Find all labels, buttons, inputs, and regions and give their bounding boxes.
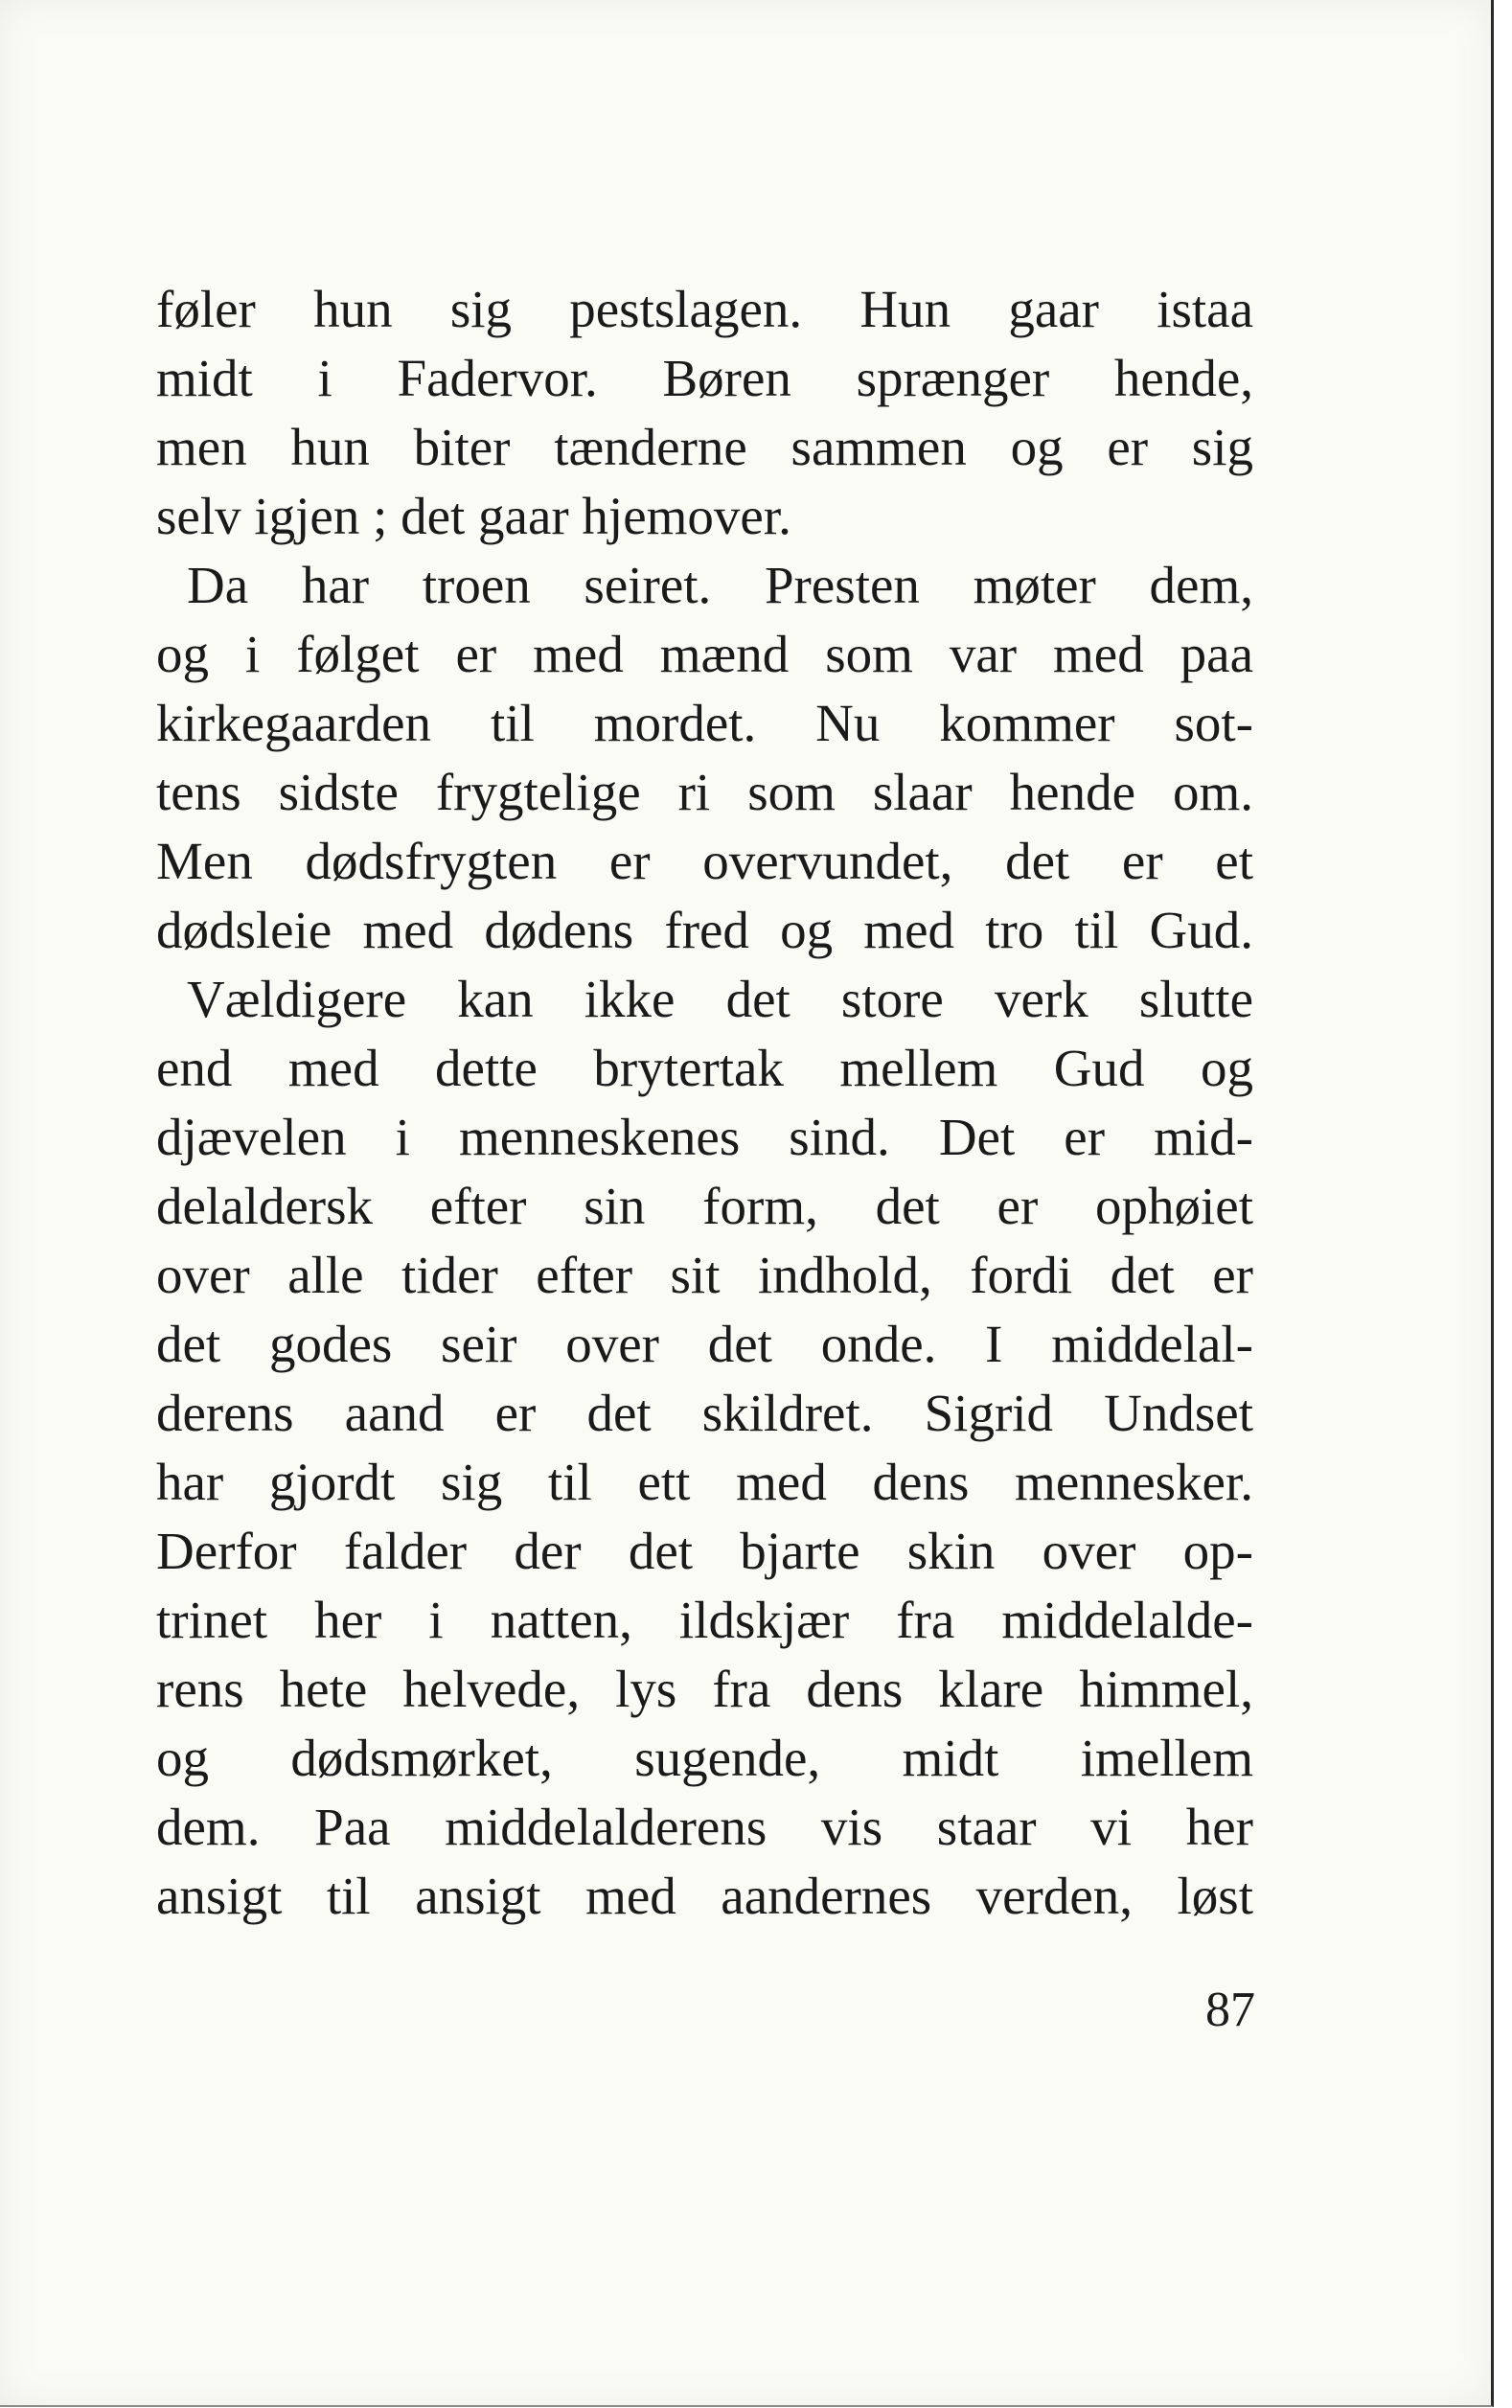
text-line: tens sidste frygtelige ri som slaar hende om. [156, 763, 1253, 821]
text-line: Men dødsfrygten er overvundet, det er et [156, 832, 1253, 890]
text-line: Vældigere kan ikke det store verk slutte [187, 970, 1253, 1028]
text-line: dødsleie med dødens fred og med tro til Gud. [156, 901, 1253, 959]
text-line: Derfor falder der det bjarte skin over op- [156, 1522, 1253, 1580]
text-line: og dødsmørket, sugende, midt imellem [156, 1729, 1253, 1787]
page-number: 87 [1205, 1983, 1255, 2037]
text-line: trinet her i natten, ildskjær fra middelalde- [156, 1591, 1253, 1649]
text-line: over alle tider efter sit indhold, fordi det er [156, 1246, 1253, 1304]
text-line: men hun biter tænderne sammen og er sig [156, 418, 1253, 476]
text-line: rens hete helvede, lys fra dens klare himmel, [156, 1660, 1253, 1718]
text-line: djævelen i menneskenes sind. Det er mid- [156, 1108, 1253, 1166]
text-line: dem. Paa middelalderens vis staar vi her [156, 1798, 1253, 1856]
text-line: har gjordt sig til ett med dens mennesker. [156, 1453, 1253, 1511]
text-line: selv igjen ; det gaar hjemover. [156, 487, 791, 545]
text-line: derens aand er det skildret. Sigrid Undset [156, 1384, 1253, 1442]
body-text [156, 275, 1253, 1931]
text-line: føler hun sig pestslagen. Hun gaar istaa [156, 280, 1253, 338]
text-line: og i følget er med mænd som var med paa [156, 625, 1253, 683]
text-line: midt i Fadervor. Børen sprænger hende, [156, 349, 1253, 407]
text-line: ansigt til ansigt med aandernes verden, løst [156, 1867, 1253, 1925]
text-line: det godes seir over det onde. I middelal- [156, 1315, 1253, 1373]
text-line: Da har troen seiret. Presten møter dem, [187, 556, 1253, 614]
text-line: end med dette brytertak mellem Gud og [156, 1039, 1253, 1097]
text-line: delaldersk efter sin form, det er ophøiet [156, 1177, 1253, 1235]
text-line: kirkegaarden til mordet. Nu kommer sot- [156, 694, 1253, 752]
